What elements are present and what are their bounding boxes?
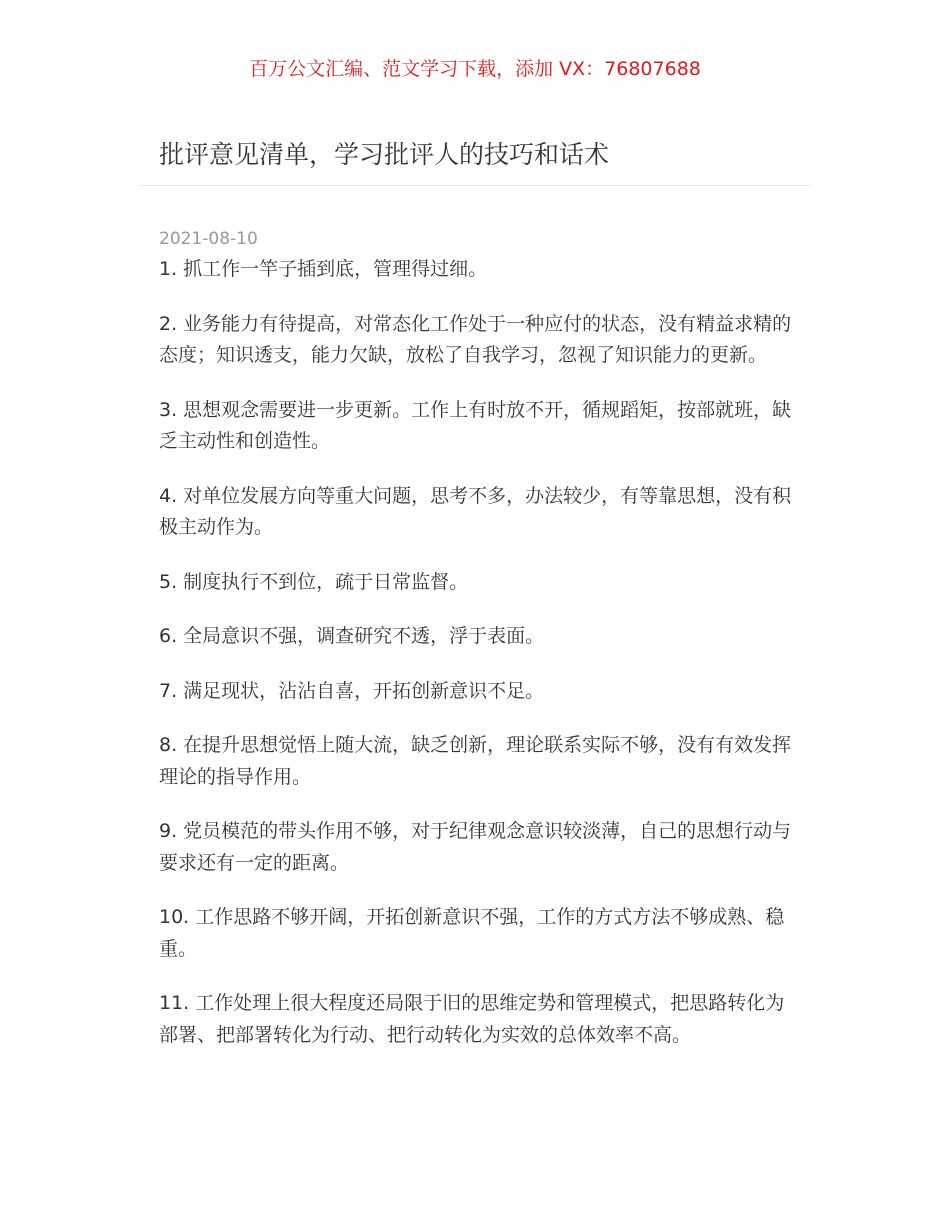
list-item: 1. 抓工作一竿子插到底，管理得过细。 xyxy=(159,258,488,280)
contact-banner: 百万公文汇编、范文学习下载，添加 VX：76807688 xyxy=(249,58,701,80)
publish-date: 2021-08-10 xyxy=(159,229,258,249)
list-item: 8. 在提升思想觉悟上随大流，缺乏创新，理论联系实际不够，没有有效发挥理论的指导作用。 xyxy=(159,734,792,788)
criticism-list xyxy=(159,254,795,1074)
list-item: 9. 党员模范的带头作用不够，对于纪律观念意识较淡薄，自己的思想行动与要求还有一定的距离。 xyxy=(159,820,792,874)
page-title: 批评意见清单，学习批评人的技巧和话术 xyxy=(159,140,610,169)
list-item: 2. 业务能力有待提高，对常态化工作处于一种应付的状态，没有精益求精的态度；知识透支，能力欠缺，放松了自我学习，忽视了知识能力的更新。 xyxy=(159,312,792,366)
title-divider xyxy=(140,185,810,186)
list-item: 5. 制度执行不到位，疏于日常监督。 xyxy=(159,570,469,593)
list-item: 10. 工作思路不够开阔，开拓创新意识不强，工作的方式方法不够成熟、稳重。 xyxy=(159,906,785,960)
list-item: 3. 思想观念需要进一步更新。工作上有时放不开，循规蹈矩，按部就班，缺乏主动性和创造性。 xyxy=(159,398,792,452)
list-item: 7. 满足现状，沾沾自喜，开拓创新意识不足。 xyxy=(159,679,545,702)
list-item: 6. 全局意识不强，调查研究不透，浮于表面。 xyxy=(159,625,545,647)
list-item: 4. 对单位发展方向等重大问题，思考不多，办法较少，有等靠思想，没有积极主动作为。 xyxy=(159,484,792,538)
list-item: 11. 工作处理上很大程度还局限于旧的思维定势和管理模式，把思路转化为部署、把部署转化为行动、把行动转化为实效的总体效率不高。 xyxy=(159,992,785,1046)
